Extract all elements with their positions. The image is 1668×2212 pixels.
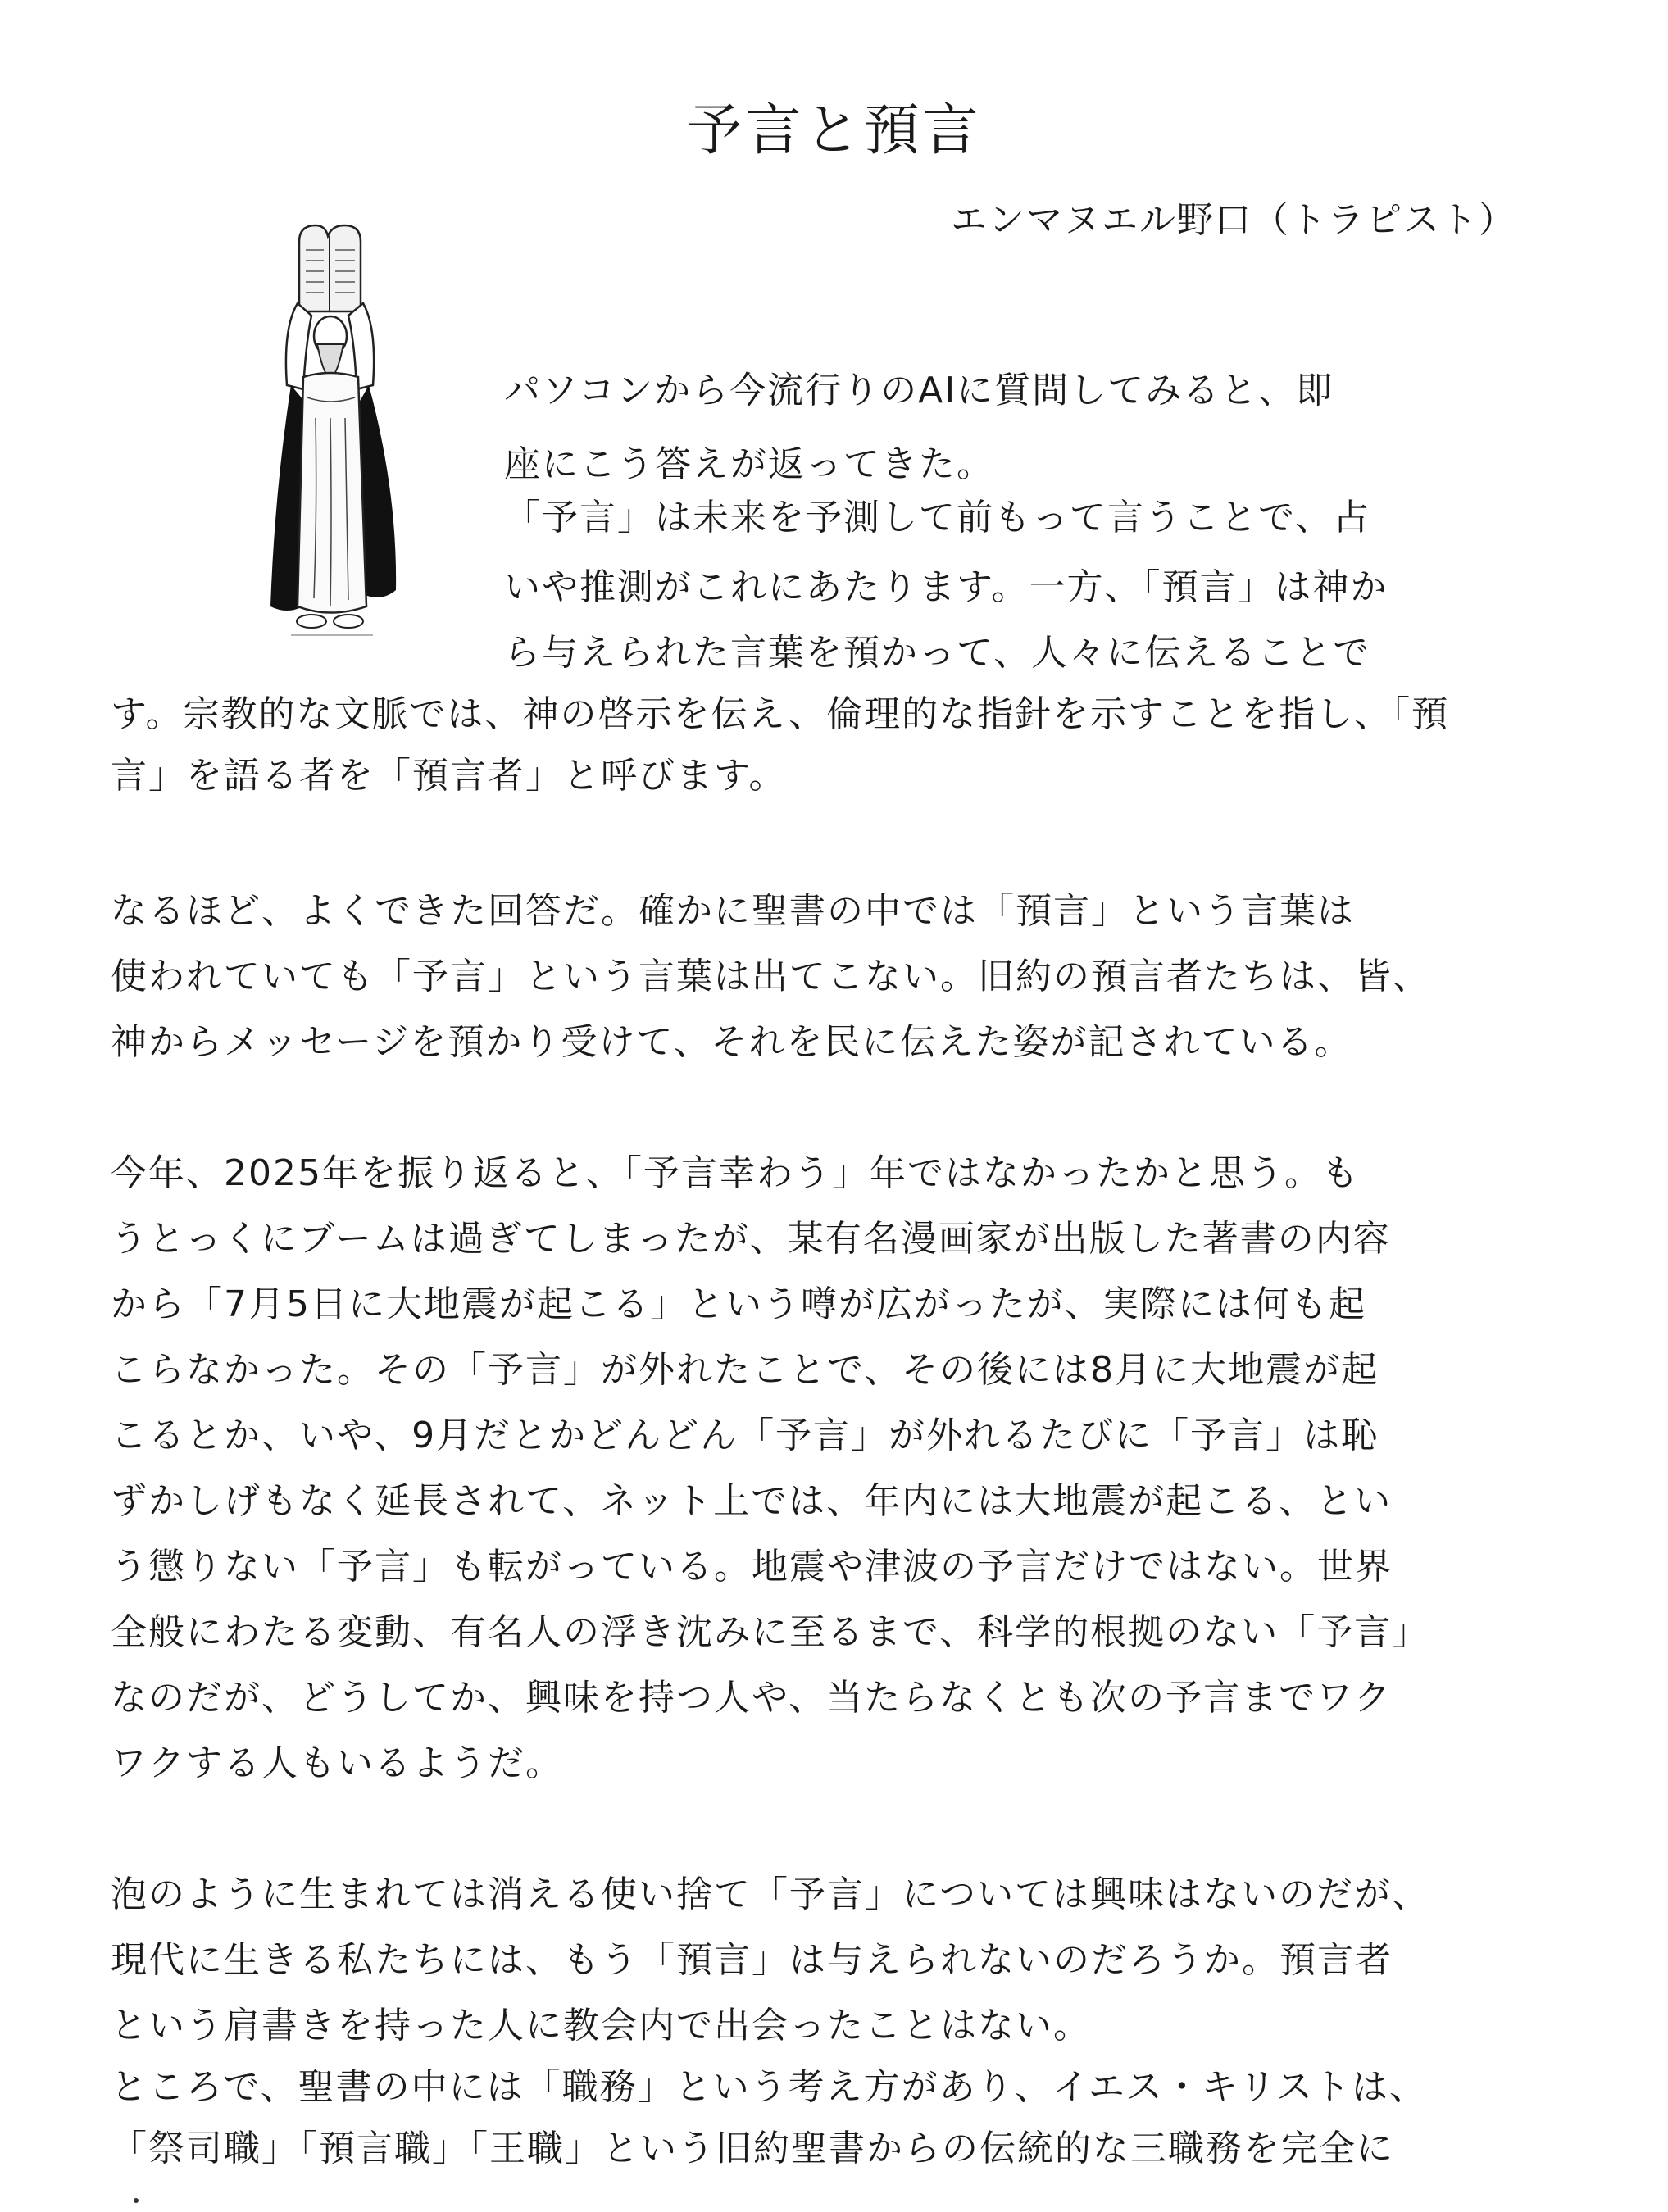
body-line: 使われていても「予言」という言葉は出てこない。旧約の預言者たちは、皆、 bbox=[111, 956, 1430, 997]
body-line: こるとか、いや、9月だとかどんどん「予言」が外れるたびに「予言」は恥 bbox=[111, 1415, 1379, 1456]
body-line: いや推測がこれにあたります。一方、「預言」は神か bbox=[504, 566, 1388, 608]
body-line: 神からメッセージを預かり受けて、それを民に伝えた姿が記されている。 bbox=[111, 1021, 1352, 1063]
body-line: 泡のように生まれては消える使い捨て「予言」については興味はないのだが、 bbox=[111, 1874, 1430, 1915]
body-line: という肩書きを持った人に教会内で出会ったことはない。 bbox=[111, 2005, 1091, 2046]
body-line: 座にこう答えが返ってきた。 bbox=[504, 443, 994, 485]
body-line: 今年、2025年を振り返ると、「予言幸わう」年ではなかったかと思う。も bbox=[111, 1152, 1360, 1194]
body-line: 全般にわたる変動、有名人の浮き沈みに至るまで、科学的根拠のない「予言」 bbox=[111, 1611, 1430, 1653]
body-line: ところで、聖書の中には「職務」という考え方があり、イエス・キリストは、 bbox=[111, 2066, 1428, 2108]
body-line: なのだが、どうしてか、興味を持つ人や、当たらなくとも次の予言までワク bbox=[111, 1677, 1393, 1719]
body-line: から「7月5日に大地震が起こる」という噂が広がったが、実際には何も起 bbox=[111, 1283, 1366, 1325]
body-line: ずかしげもなく延長されて、ネット上では、年内には大地震が起こる、とい bbox=[111, 1480, 1393, 1522]
body-line: こらなかった。その「予言」が外れたことで、その後には8月に大地震が起 bbox=[111, 1349, 1379, 1391]
body-line: 言」を語る者を「預言者」と呼びます。 bbox=[111, 755, 787, 797]
scan-speck bbox=[134, 2198, 139, 2203]
moses-with-tablets-illustration bbox=[266, 221, 406, 656]
body-line: パソコンから今流行りのAIに質問してみると、即 bbox=[504, 370, 1334, 411]
body-line: 「祭司職」「預言職」「王職」という旧約聖書からの伝統的な三職務を完全に bbox=[111, 2128, 1394, 2169]
body-line: ワクする人もいるようだ。 bbox=[111, 1742, 563, 1784]
body-line: す。宗教的な文脈では、神の啓示を伝え、倫理的な指針を示すことを指し、「預 bbox=[111, 693, 1450, 735]
body-line: 「予言」は未来を予測して前もって言うことで、占 bbox=[504, 497, 1371, 538]
body-line: 現代に生きる私たちには、もう「預言」は与えられないのだろうか。預言者 bbox=[111, 1939, 1393, 1981]
page-title: 予言と預言 bbox=[686, 98, 982, 163]
body-line: う懲りない「予言」も転がっている。地震や津波の予言だけではない。世界 bbox=[111, 1546, 1393, 1587]
body-line: ら与えられた言葉を預かって、人々に伝えることで bbox=[504, 632, 1371, 674]
body-line: なるほど、よくできた回答だ。確かに聖書の中では「預言」という言葉は bbox=[111, 890, 1355, 932]
author-name: エンマヌエル野口（トラピスト） bbox=[951, 199, 1516, 241]
body-line: うとっくにブームは過ぎてしまったが、某有名漫画家が出版した著書の内容 bbox=[111, 1218, 1391, 1260]
